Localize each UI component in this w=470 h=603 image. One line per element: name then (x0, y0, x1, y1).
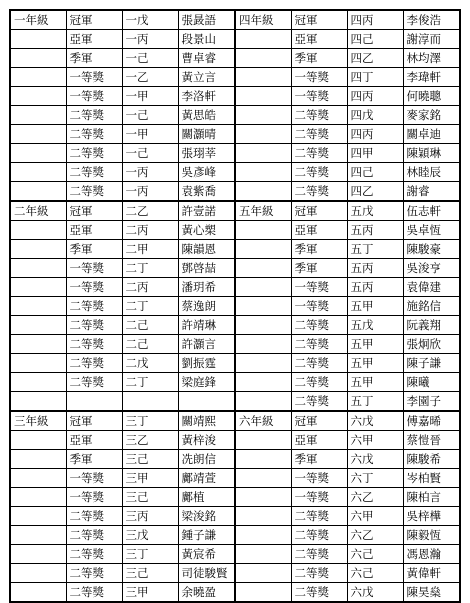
student-name-cell: 劉振霆 (178, 354, 235, 373)
table-row (10, 87, 460, 106)
grade-cell (235, 259, 291, 278)
table-row (10, 354, 460, 373)
award-cell: 二等獎 (291, 354, 347, 373)
award-results-sheet (9, 9, 461, 603)
table-row (10, 450, 460, 469)
award-cell: 亞軍 (66, 431, 122, 450)
student-name-cell: 施銘信 (403, 297, 460, 316)
student-name-cell: 陳駿希 (403, 450, 460, 469)
grade-cell (235, 545, 291, 564)
table-row (10, 507, 460, 526)
grade-cell (235, 507, 291, 526)
table-row (10, 278, 460, 297)
student-name-cell: 謝睿 (403, 182, 460, 202)
award-cell: 季軍 (291, 259, 347, 278)
class-cell: 三丙 (122, 507, 178, 526)
student-name-cell: 鄺植 (178, 488, 235, 507)
student-name-cell: 關卓迪 (403, 125, 460, 144)
student-name-cell: 吳彥峰 (178, 163, 235, 182)
table-row (10, 240, 460, 259)
award-cell: 亞軍 (291, 431, 347, 450)
award-cell: 二等獎 (66, 545, 122, 564)
class-cell: 六丁 (347, 469, 403, 488)
grade-cell (235, 564, 291, 583)
class-cell: 二己 (122, 335, 178, 354)
class-cell: 一己 (122, 106, 178, 125)
grade-cell (235, 68, 291, 87)
student-name-cell: 許壹諾 (178, 201, 235, 221)
grade-cell (235, 297, 291, 316)
table-row (10, 526, 460, 545)
student-name-cell: 張晸語 (178, 10, 235, 30)
student-name-cell: 司徒駿賢 (178, 564, 235, 583)
grade-cell (10, 106, 66, 125)
grade-cell (10, 583, 66, 603)
table-row (10, 106, 460, 125)
award-cell: 冠軍 (291, 10, 347, 30)
award-cell: 二等獎 (291, 182, 347, 202)
grade-cell: 一年級 (10, 10, 66, 30)
class-cell: 四乙 (347, 49, 403, 68)
student-name-cell: 余曉盈 (178, 583, 235, 603)
table-row (10, 144, 460, 163)
grade-cell (235, 144, 291, 163)
grade-cell (10, 68, 66, 87)
grade-cell (10, 450, 66, 469)
class-cell (122, 392, 178, 412)
class-cell: 一戊 (122, 10, 178, 30)
table-row (10, 583, 460, 603)
grade-cell (235, 182, 291, 202)
student-name-cell: 黃思皓 (178, 106, 235, 125)
award-cell: 二等獎 (66, 335, 122, 354)
award-cell: 冠軍 (66, 411, 122, 431)
grade-cell (235, 392, 291, 412)
grade-cell (10, 240, 66, 259)
class-cell: 二丁 (122, 297, 178, 316)
award-cell: 二等獎 (66, 526, 122, 545)
student-name-cell: 鄺靖萱 (178, 469, 235, 488)
class-cell: 一己 (122, 49, 178, 68)
class-cell: 三甲 (122, 469, 178, 488)
award-cell: 一等獎 (291, 278, 347, 297)
student-name-cell: 關靖熙 (178, 411, 235, 431)
award-cell: 季軍 (66, 450, 122, 469)
class-cell: 一甲 (122, 87, 178, 106)
grade-cell (235, 316, 291, 335)
award-cell: 二等獎 (66, 297, 122, 316)
award-cell: 一等獎 (291, 87, 347, 106)
grade-cell (235, 335, 291, 354)
award-cell: 二等獎 (66, 106, 122, 125)
class-cell: 三戊 (122, 526, 178, 545)
class-cell: 六甲 (347, 431, 403, 450)
grade-cell (235, 278, 291, 297)
student-name-cell: 阮義翔 (403, 316, 460, 335)
class-cell: 六己 (347, 564, 403, 583)
grade-cell (235, 354, 291, 373)
grade-cell (10, 488, 66, 507)
student-name-cell: 段景山 (178, 30, 235, 49)
grade-cell (235, 87, 291, 106)
student-name-cell: 袁紫喬 (178, 182, 235, 202)
class-cell: 五丙 (347, 221, 403, 240)
award-cell: 亞軍 (66, 30, 122, 49)
award-cell: 二等獎 (66, 316, 122, 335)
class-cell: 六乙 (347, 526, 403, 545)
grade-cell (235, 450, 291, 469)
award-cell: 二等獎 (291, 526, 347, 545)
grade-cell (235, 30, 291, 49)
class-cell: 六己 (347, 545, 403, 564)
class-cell: 五丙 (347, 259, 403, 278)
table-row (10, 182, 460, 202)
award-cell (66, 392, 122, 412)
class-cell: 三己 (122, 450, 178, 469)
class-cell: 三甲 (122, 583, 178, 603)
class-cell: 三丁 (122, 545, 178, 564)
student-name-cell: 曹卓睿 (178, 49, 235, 68)
award-cell: 一等獎 (291, 297, 347, 316)
student-name-cell: 吳梓樺 (403, 507, 460, 526)
grade-cell (10, 125, 66, 144)
award-cell: 季軍 (291, 240, 347, 259)
grade-cell (235, 125, 291, 144)
student-name-cell: 張珝莘 (178, 144, 235, 163)
class-cell: 三乙 (122, 431, 178, 450)
grade-cell (235, 488, 291, 507)
award-cell: 二等獎 (291, 316, 347, 335)
award-cell: 二等獎 (66, 373, 122, 392)
student-name-cell: 梁浚銘 (178, 507, 235, 526)
table-row (10, 259, 460, 278)
student-name-cell: 林均澤 (403, 49, 460, 68)
grade-cell (10, 354, 66, 373)
grade-cell: 五年級 (235, 201, 291, 221)
grade-cell (235, 106, 291, 125)
class-cell: 三己 (122, 488, 178, 507)
grade-cell (10, 564, 66, 583)
grade-cell (10, 163, 66, 182)
student-name-cell: 馮恩瀚 (403, 545, 460, 564)
student-name-cell: 李園子 (403, 392, 460, 412)
award-cell: 二等獎 (291, 564, 347, 583)
student-name-cell: 陳穎琳 (403, 144, 460, 163)
grade-cell (10, 335, 66, 354)
table-row (10, 545, 460, 564)
award-cell: 二等獎 (291, 545, 347, 564)
award-cell: 二等獎 (291, 583, 347, 603)
class-cell: 二丙 (122, 278, 178, 297)
student-name-cell: 吳卓恆 (403, 221, 460, 240)
student-name-cell: 黃立言 (178, 68, 235, 87)
grade-cell (10, 278, 66, 297)
student-name-cell: 袁偉建 (403, 278, 460, 297)
class-cell: 四丙 (347, 125, 403, 144)
class-cell: 五丁 (347, 392, 403, 412)
class-cell: 四甲 (347, 144, 403, 163)
table-row (10, 411, 460, 431)
class-cell: 六戊 (347, 583, 403, 603)
class-cell: 五戊 (347, 201, 403, 221)
grade-cell (10, 30, 66, 49)
class-cell: 五甲 (347, 373, 403, 392)
table-row (10, 201, 460, 221)
class-cell: 一丙 (122, 182, 178, 202)
grade-cell (10, 144, 66, 163)
table-row (10, 49, 460, 68)
award-cell: 二等獎 (291, 335, 347, 354)
student-name-cell: 陳曦 (403, 373, 460, 392)
award-cell: 二等獎 (66, 125, 122, 144)
class-cell: 二戊 (122, 354, 178, 373)
table-row (10, 469, 460, 488)
table-row (10, 316, 460, 335)
award-cell: 二等獎 (291, 125, 347, 144)
class-cell: 四丙 (347, 87, 403, 106)
class-cell: 五甲 (347, 354, 403, 373)
grade-cell (235, 49, 291, 68)
award-cell: 季軍 (66, 240, 122, 259)
student-name-cell: 鄧啓喆 (178, 259, 235, 278)
student-name-cell: 陳駿豪 (403, 240, 460, 259)
award-cell: 一等獎 (291, 469, 347, 488)
table-row (10, 10, 460, 30)
grade-cell (235, 526, 291, 545)
award-cell: 二等獎 (291, 144, 347, 163)
student-name-cell: 蔡逸朗 (178, 297, 235, 316)
student-name-cell: 黃心槊 (178, 221, 235, 240)
class-cell: 二丁 (122, 373, 178, 392)
award-cell: 冠軍 (66, 201, 122, 221)
table-row (10, 163, 460, 182)
student-name-cell: 許灝言 (178, 335, 235, 354)
award-cell: 二等獎 (291, 507, 347, 526)
award-cell: 季軍 (66, 49, 122, 68)
grade-cell (10, 182, 66, 202)
class-cell: 二丁 (122, 259, 178, 278)
student-name-cell: 梁庭鋒 (178, 373, 235, 392)
award-cell: 亞軍 (291, 30, 347, 49)
student-name-cell: 黃偉軒 (403, 564, 460, 583)
student-name-cell: 吳浚亨 (403, 259, 460, 278)
table-row (10, 125, 460, 144)
table-row (10, 431, 460, 450)
student-name-cell (178, 392, 235, 412)
grade-cell (235, 221, 291, 240)
class-cell: 五丙 (347, 278, 403, 297)
class-cell: 六戊 (347, 450, 403, 469)
student-name-cell: 張炯欣 (403, 335, 460, 354)
class-cell: 六乙 (347, 488, 403, 507)
table-row (10, 373, 460, 392)
student-name-cell: 陳柏言 (403, 488, 460, 507)
award-cell: 冠軍 (291, 201, 347, 221)
award-cell: 亞軍 (66, 221, 122, 240)
student-name-cell: 李瑋軒 (403, 68, 460, 87)
table-row (10, 30, 460, 49)
student-name-cell: 何曉聰 (403, 87, 460, 106)
award-cell: 二等獎 (66, 564, 122, 583)
grade-cell: 二年級 (10, 201, 66, 221)
class-cell: 一乙 (122, 68, 178, 87)
class-cell: 二甲 (122, 240, 178, 259)
award-cell: 亞軍 (291, 221, 347, 240)
award-cell: 二等獎 (66, 182, 122, 202)
class-cell: 三丁 (122, 411, 178, 431)
award-cell: 一等獎 (291, 68, 347, 87)
student-name-cell: 陳韻恩 (178, 240, 235, 259)
grade-cell (10, 49, 66, 68)
award-cell: 一等獎 (66, 278, 122, 297)
grade-cell (10, 259, 66, 278)
award-cell: 一等獎 (66, 68, 122, 87)
grade-cell: 四年級 (235, 10, 291, 30)
award-cell: 一等獎 (66, 259, 122, 278)
student-name-cell: 傅嘉晞 (403, 411, 460, 431)
table-row (10, 221, 460, 240)
award-cell: 二等獎 (66, 163, 122, 182)
student-name-cell: 李俊浩 (403, 10, 460, 30)
student-name-cell: 黃梓浚 (178, 431, 235, 450)
award-cell: 二等獎 (66, 583, 122, 603)
class-cell: 四丁 (347, 68, 403, 87)
grade-cell (235, 373, 291, 392)
award-cell: 二等獎 (291, 106, 347, 125)
student-name-cell: 李洛軒 (178, 87, 235, 106)
award-cell: 一等獎 (291, 488, 347, 507)
table-row (10, 564, 460, 583)
grade-cell (10, 507, 66, 526)
grade-cell (10, 297, 66, 316)
student-name-cell: 陳子謙 (403, 354, 460, 373)
award-cell: 二等獎 (291, 163, 347, 182)
class-cell: 三己 (122, 564, 178, 583)
student-name-cell: 岑柏賢 (403, 469, 460, 488)
class-cell: 一己 (122, 144, 178, 163)
award-results-table (9, 9, 461, 603)
grade-cell (10, 316, 66, 335)
class-cell: 六甲 (347, 507, 403, 526)
class-cell: 五甲 (347, 335, 403, 354)
grade-cell (235, 240, 291, 259)
student-name-cell: 許靖琳 (178, 316, 235, 335)
class-cell: 二己 (122, 316, 178, 335)
class-cell: 二乙 (122, 201, 178, 221)
table-row (10, 392, 460, 412)
grade-cell: 三年級 (10, 411, 66, 431)
award-cell: 一等獎 (66, 87, 122, 106)
student-name-cell: 鍾子謙 (178, 526, 235, 545)
award-cell: 一等獎 (66, 469, 122, 488)
grade-cell: 六年級 (235, 411, 291, 431)
student-name-cell: 謝淳而 (403, 30, 460, 49)
student-name-cell: 陳毅恆 (403, 526, 460, 545)
class-cell: 四己 (347, 163, 403, 182)
student-name-cell: 麥家銘 (403, 106, 460, 125)
grade-cell (10, 545, 66, 564)
table-row (10, 335, 460, 354)
grade-cell (10, 392, 66, 412)
grade-cell (235, 469, 291, 488)
table-row (10, 68, 460, 87)
student-name-cell: 黃宸希 (178, 545, 235, 564)
class-cell: 五甲 (347, 297, 403, 316)
table-row (10, 488, 460, 507)
award-cell: 一等獎 (66, 488, 122, 507)
grade-cell (235, 431, 291, 450)
grade-cell (235, 583, 291, 603)
award-cell: 二等獎 (291, 392, 347, 412)
table-row (10, 297, 460, 316)
award-cell: 冠軍 (66, 10, 122, 30)
student-name-cell: 關灝晴 (178, 125, 235, 144)
student-name-cell: 陳昊燊 (403, 583, 460, 603)
student-name-cell: 潘玥希 (178, 278, 235, 297)
student-name-cell: 林睦辰 (403, 163, 460, 182)
student-name-cell: 蔡愷晉 (403, 431, 460, 450)
award-cell: 冠軍 (291, 411, 347, 431)
class-cell: 五丁 (347, 240, 403, 259)
grade-cell (10, 373, 66, 392)
grade-cell (10, 431, 66, 450)
award-cell: 二等獎 (291, 373, 347, 392)
student-name-cell: 伍志軒 (403, 201, 460, 221)
class-cell: 二丙 (122, 221, 178, 240)
grade-cell (10, 526, 66, 545)
class-cell: 一丙 (122, 30, 178, 49)
class-cell: 一甲 (122, 125, 178, 144)
class-cell: 五戊 (347, 316, 403, 335)
grade-cell (10, 221, 66, 240)
student-name-cell: 冼朗信 (178, 450, 235, 469)
award-cell: 二等獎 (66, 144, 122, 163)
award-cell: 二等獎 (66, 507, 122, 526)
class-cell: 四乙 (347, 182, 403, 202)
award-cell: 二等獎 (66, 354, 122, 373)
grade-cell (10, 87, 66, 106)
grade-cell (235, 163, 291, 182)
class-cell: 四丙 (347, 10, 403, 30)
class-cell: 六戊 (347, 411, 403, 431)
class-cell: 一丙 (122, 163, 178, 182)
award-cell: 季軍 (291, 450, 347, 469)
grade-cell (10, 469, 66, 488)
class-cell: 四己 (347, 30, 403, 49)
award-cell: 季軍 (291, 49, 347, 68)
class-cell: 四戊 (347, 106, 403, 125)
